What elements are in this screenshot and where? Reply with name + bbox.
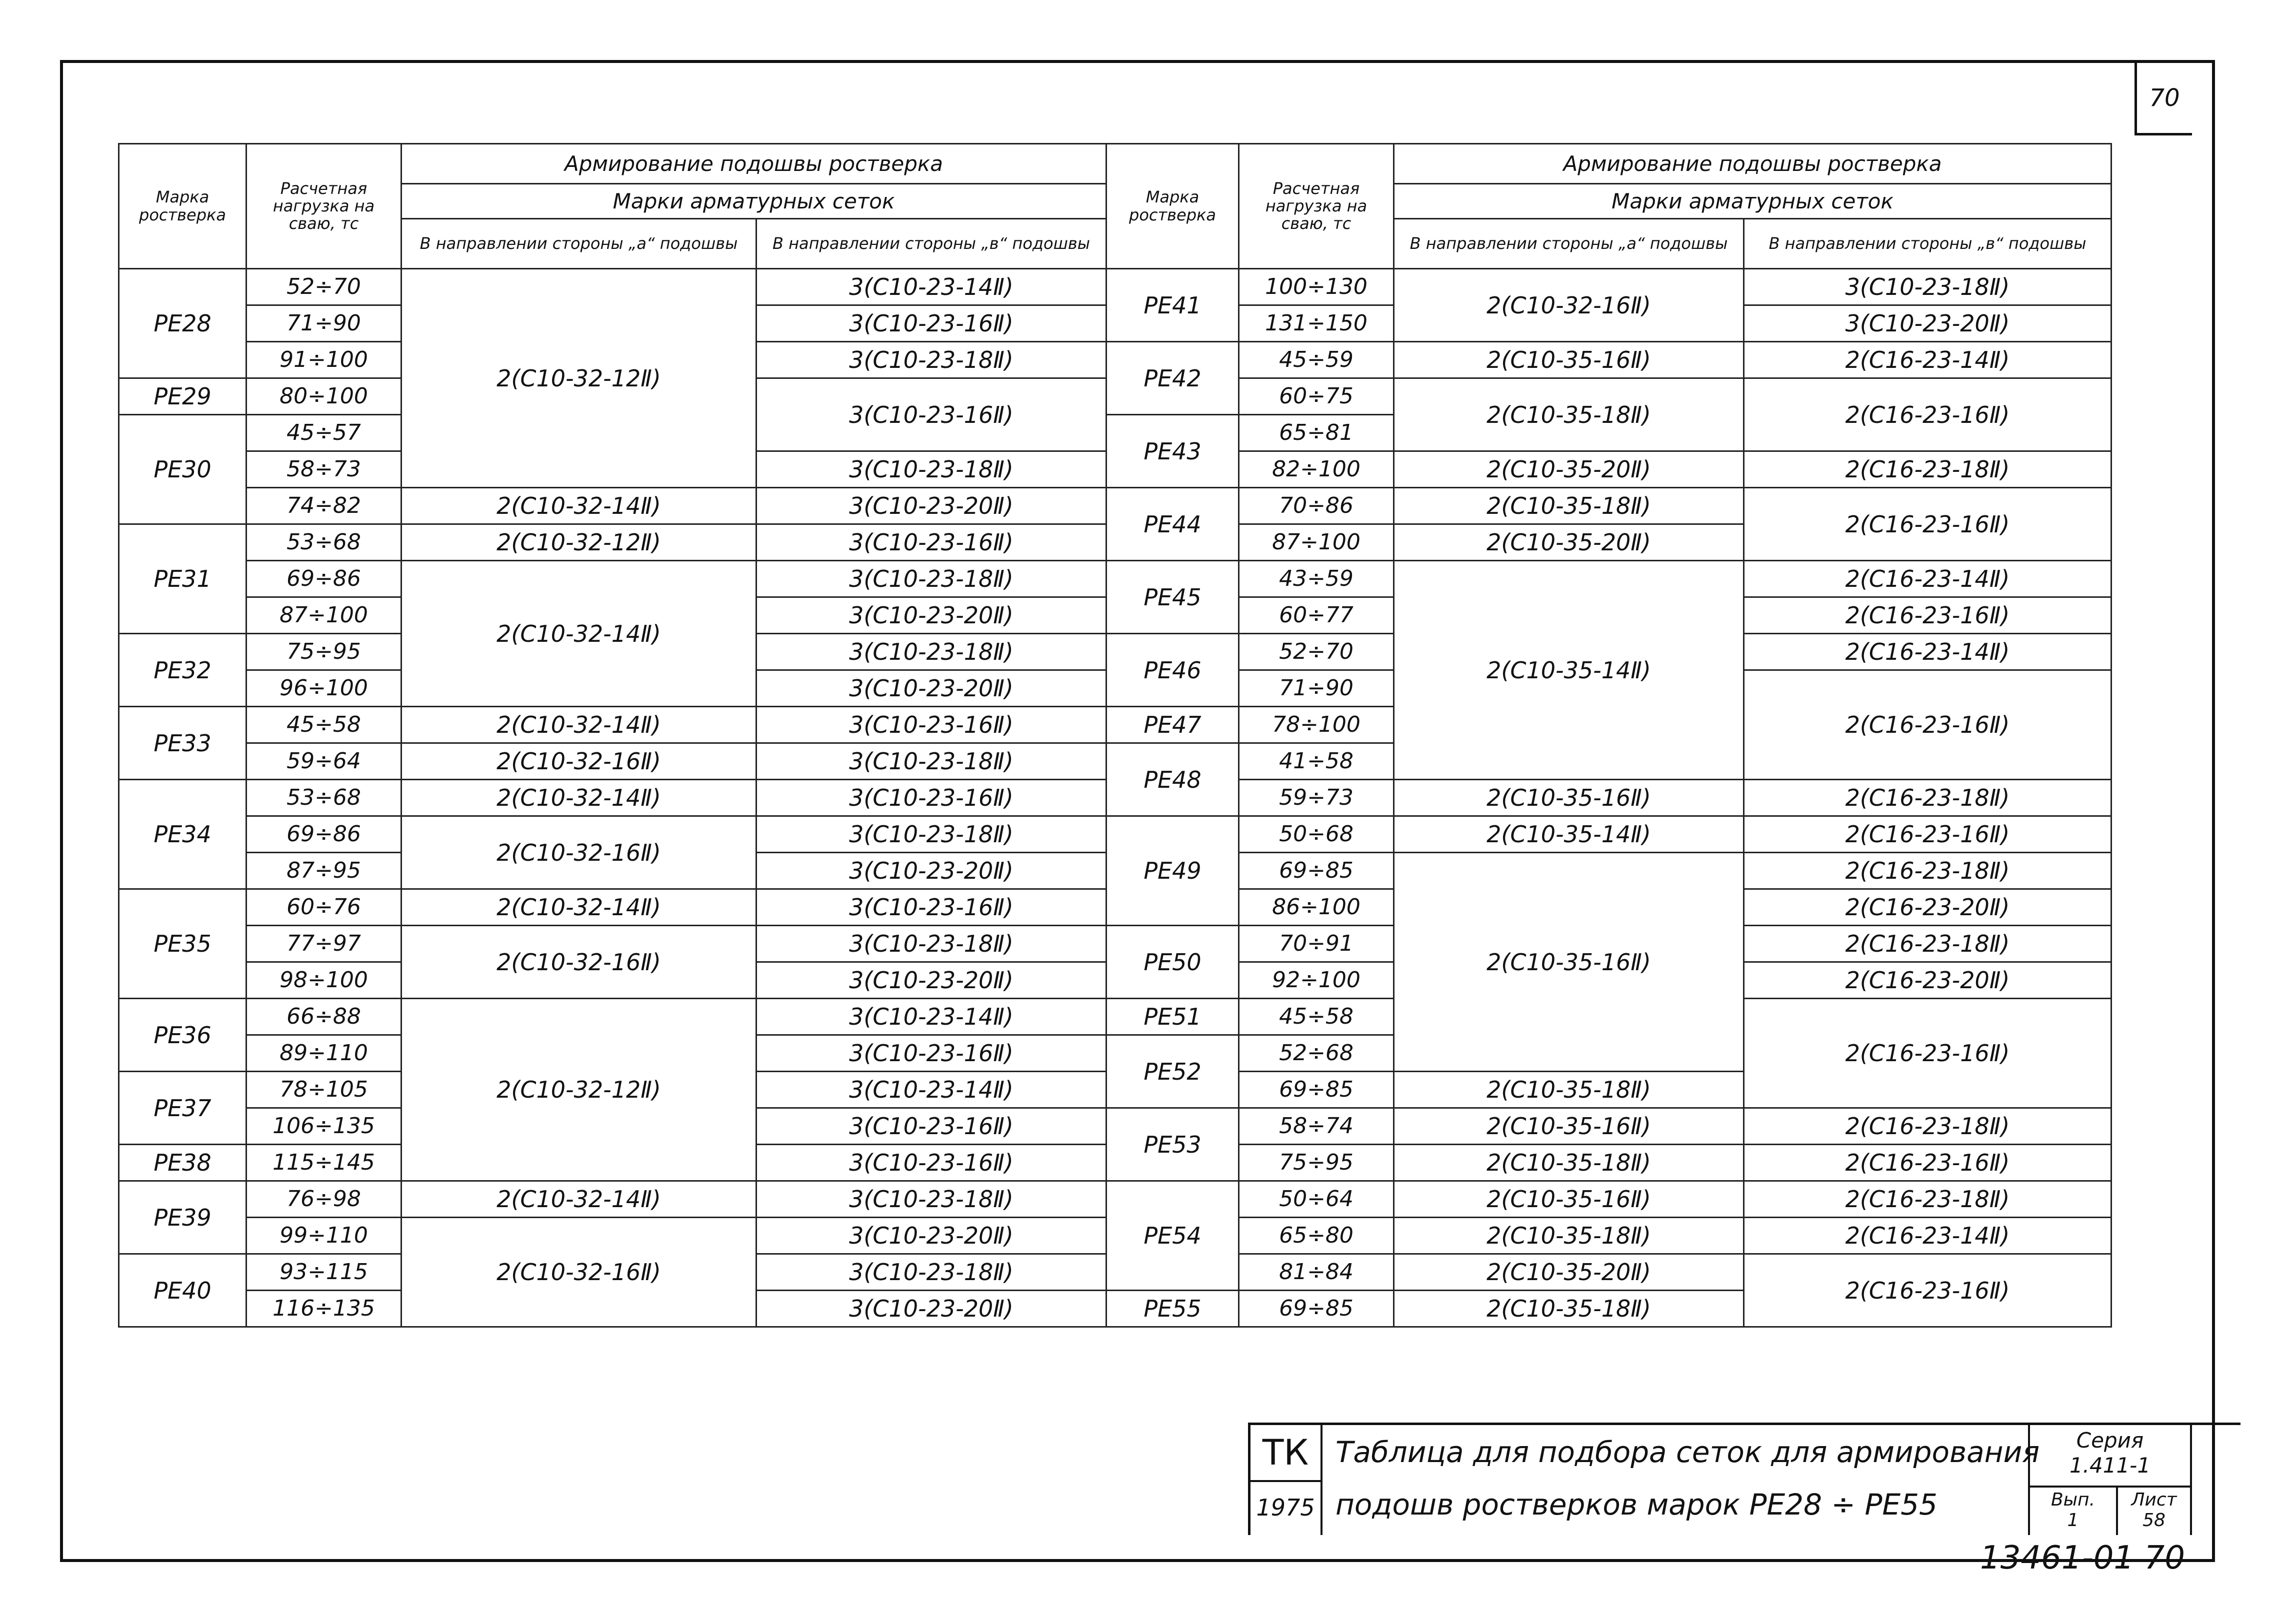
table-row: [119, 926, 2112, 962]
load-cell: 59÷64: [246, 743, 402, 780]
grillage-mark-cell: РЕ35: [119, 889, 246, 999]
load-cell: 100÷130: [1239, 269, 1394, 305]
mesh-dir-b-cell: 2(С16-23-18Ⅱ): [1744, 853, 2112, 889]
mesh-dir-a-cell: 2(С10-35-20Ⅱ): [1394, 1254, 1744, 1291]
grillage-mark-cell: РЕ37: [119, 1072, 246, 1145]
mesh-dir-b-cell: 3(С10-23-20Ⅱ): [756, 853, 1106, 889]
grillage-mark-cell: РЕ43: [1106, 415, 1239, 488]
load-cell: 99÷110: [246, 1218, 402, 1254]
load-cell: 45÷58: [246, 707, 402, 743]
mesh-dir-b-cell: 3(С10-23-16Ⅱ): [756, 1145, 1106, 1181]
reinforcement-header-left: Армирование подошвы ростверка: [402, 144, 1106, 184]
load-cell: 65÷81: [1239, 415, 1394, 451]
mesh-dir-b-cell: 3(С10-23-14Ⅱ): [756, 999, 1106, 1035]
grillage-mark-cell: РЕ49: [1106, 816, 1239, 926]
mesh-dir-b-cell: 3(С10-23-16Ⅱ): [756, 780, 1106, 816]
load-cell: 50÷64: [1239, 1181, 1394, 1218]
table-row: [119, 1181, 2112, 1218]
load-cell: 93÷115: [246, 1254, 402, 1291]
load-cell: 53÷68: [246, 524, 402, 561]
load-cell: 60÷75: [1239, 378, 1394, 415]
grillage-mark-cell: РЕ55: [1106, 1291, 1239, 1327]
drawing-frame: [60, 60, 2215, 1562]
mesh-dir-a-cell: 2(С10-35-18Ⅱ): [1394, 1291, 1744, 1327]
title-block-tk: ТК: [1250, 1425, 1322, 1482]
mesh-dir-b-cell: 2(С16-23-18Ⅱ): [1744, 1181, 2112, 1218]
load-cell: 53÷68: [246, 780, 402, 816]
mesh-dir-a-cell: 2(С10-32-14Ⅱ): [402, 707, 756, 743]
title-line-1: Таблица для подбора сеток для армирования: [1336, 1435, 2040, 1469]
load-cell: 52÷70: [246, 269, 402, 305]
mesh-dir-b-cell: 2(С16-23-16Ⅱ): [1744, 1145, 2112, 1181]
load-cell: 106÷135: [246, 1108, 402, 1145]
mesh-dir-b-cell: 2(С16-23-16Ⅱ): [1744, 999, 2112, 1108]
load-cell: 77÷97: [246, 926, 402, 962]
grillage-mark-cell: РЕ36: [119, 999, 246, 1072]
col-mark-header-left: Марка ростверка: [119, 144, 246, 269]
grillage-mark-cell: РЕ48: [1106, 743, 1239, 816]
mesh-dir-b-cell: 2(С16-23-18Ⅱ): [1744, 1108, 2112, 1145]
load-cell: 89÷110: [246, 1035, 402, 1072]
load-cell: 69÷86: [246, 561, 402, 597]
load-cell: 52÷68: [1239, 1035, 1394, 1072]
mesh-dir-b-cell: 3(С10-23-16Ⅱ): [756, 524, 1106, 561]
mesh-dir-b-cell: 3(С10-23-18Ⅱ): [756, 561, 1106, 597]
mesh-dir-b-cell: 3(С10-23-18Ⅱ): [1744, 269, 2112, 305]
mesh-dir-a-cell: 2(С10-32-16Ⅱ): [1394, 269, 1744, 342]
load-cell: 81÷84: [1239, 1254, 1394, 1291]
load-cell: 78÷105: [246, 1072, 402, 1108]
grillage-mark-cell: РЕ51: [1106, 999, 1239, 1035]
mesh-dir-b-cell: 3(С10-23-14Ⅱ): [756, 269, 1106, 305]
mesh-dir-b-cell: 2(С16-23-16Ⅱ): [1744, 488, 2112, 561]
load-cell: 43÷59: [1239, 561, 1394, 597]
mesh-dir-b-cell: 3(С10-23-20Ⅱ): [756, 670, 1106, 707]
load-cell: 70÷91: [1239, 926, 1394, 962]
mesh-dir-a-cell: 2(С10-35-16Ⅱ): [1394, 780, 1744, 816]
mesh-dir-b-cell: 3(С10-23-16Ⅱ): [756, 889, 1106, 926]
mesh-dir-b-cell: 2(С16-23-18Ⅱ): [1744, 926, 2112, 962]
grillage-mark-cell: РЕ42: [1106, 342, 1239, 415]
mesh-dir-a-cell: 2(С10-35-14Ⅱ): [1394, 816, 1744, 853]
mesh-dir-b-cell: 3(С10-23-16Ⅱ): [756, 1035, 1106, 1072]
mesh-dir-b-cell: 2(С16-23-20Ⅱ): [1744, 889, 2112, 926]
table-row: [119, 269, 2112, 305]
load-cell: 69÷85: [1239, 853, 1394, 889]
mesh-dir-a-cell: 2(С10-35-20Ⅱ): [1394, 451, 1744, 488]
mesh-dir-a-cell: 2(С10-32-12Ⅱ): [402, 269, 756, 488]
mesh-dir-b-cell: 2(С16-23-18Ⅱ): [1744, 451, 2112, 488]
dir-b-header-left: В направлении стороны „в“ подошвы: [756, 219, 1106, 269]
mesh-dir-a-cell: 2(С10-32-16Ⅱ): [402, 926, 756, 999]
load-cell: 115÷145: [246, 1145, 402, 1181]
load-cell: 69÷86: [246, 816, 402, 853]
load-cell: 69÷85: [1239, 1072, 1394, 1108]
mesh-marks-header-right: Марки арматурных сеток: [1394, 184, 2112, 219]
load-cell: 91÷100: [246, 342, 402, 378]
sheet-value: 58: [2142, 1510, 2166, 1531]
grillage-mark-cell: РЕ54: [1106, 1181, 1239, 1291]
load-cell: 65÷80: [1239, 1218, 1394, 1254]
load-cell: 60÷76: [246, 889, 402, 926]
load-cell: 96÷100: [246, 670, 402, 707]
mesh-dir-b-cell: 3(С10-23-20Ⅱ): [756, 597, 1106, 634]
load-cell: 71÷90: [1239, 670, 1394, 707]
load-cell: 59÷73: [1239, 780, 1394, 816]
mesh-selection-table: [118, 143, 2112, 1328]
mesh-dir-a-cell: 2(С10-32-12Ⅱ): [402, 524, 756, 561]
load-cell: 69÷85: [1239, 1291, 1394, 1327]
mesh-dir-b-cell: 2(С16-23-16Ⅱ): [1744, 597, 2112, 634]
mesh-dir-b-cell: 2(С16-23-16Ⅱ): [1744, 670, 2112, 780]
table-row: [119, 816, 2112, 853]
mesh-dir-a-cell: 2(С10-35-16Ⅱ): [1394, 342, 1744, 378]
load-cell: 70÷86: [1239, 488, 1394, 524]
dir-a-header-left: В направлении стороны „а“ подошвы: [402, 219, 756, 269]
mesh-dir-a-cell: 2(С10-32-12Ⅱ): [402, 999, 756, 1181]
load-cell: 87÷95: [246, 853, 402, 889]
mesh-dir-a-cell: 2(С10-32-14Ⅱ): [402, 561, 756, 707]
col-load-header-right: Расчетная нагрузка на сваю, тс: [1239, 144, 1394, 269]
mesh-dir-a-cell: 2(С10-35-18Ⅱ): [1394, 1072, 1744, 1108]
series-label: Серия: [2076, 1428, 2144, 1453]
mesh-dir-b-cell: 3(С10-23-20Ⅱ): [756, 1291, 1106, 1327]
mesh-dir-a-cell: 2(С10-32-14Ⅱ): [402, 488, 756, 524]
col-mark-header-right: Марка ростверка: [1106, 144, 1239, 269]
mesh-dir-b-cell: 2(С16-23-16Ⅱ): [1744, 1254, 2112, 1327]
grillage-mark-cell: РЕ50: [1106, 926, 1239, 999]
issue-cell: [2030, 1488, 2118, 1535]
mesh-dir-b-cell: 3(С10-23-18Ⅱ): [756, 816, 1106, 853]
load-cell: 60÷77: [1239, 597, 1394, 634]
mesh-dir-a-cell: 2(С10-32-14Ⅱ): [402, 780, 756, 816]
sheet-label: Лист: [2131, 1490, 2177, 1510]
mesh-dir-a-cell: 2(С10-35-18Ⅱ): [1394, 1218, 1744, 1254]
dir-a-header-right: В направлении стороны „а“ подошвы: [1394, 219, 1744, 269]
issue-label: Вып.: [2050, 1490, 2096, 1510]
mesh-dir-a-cell: 2(С10-35-20Ⅱ): [1394, 524, 1744, 561]
mesh-dir-b-cell: 3(С10-23-16Ⅱ): [756, 707, 1106, 743]
table-row: [119, 488, 2112, 524]
mesh-dir-b-cell: 3(С10-23-16Ⅱ): [756, 305, 1106, 342]
sheet-cell: [2118, 1488, 2190, 1535]
table-wrapper: [118, 143, 2112, 1328]
load-cell: 45÷58: [1239, 999, 1394, 1035]
title-line-2: подошв ростверков марок РЕ28 ÷ РЕ55: [1336, 1488, 1938, 1522]
mesh-dir-b-cell: 3(С10-23-18Ⅱ): [756, 1181, 1106, 1218]
grillage-mark-cell: РЕ32: [119, 634, 246, 707]
mesh-dir-a-cell: 2(С10-32-16Ⅱ): [402, 1218, 756, 1327]
load-cell: 41÷58: [1239, 743, 1394, 780]
load-cell: 71÷90: [246, 305, 402, 342]
load-cell: 74÷82: [246, 488, 402, 524]
mesh-dir-b-cell: 3(С10-23-20Ⅱ): [756, 962, 1106, 999]
mesh-dir-b-cell: 3(С10-23-20Ⅱ): [1744, 305, 2112, 342]
grillage-mark-cell: РЕ33: [119, 707, 246, 780]
load-cell: 92÷100: [1239, 962, 1394, 999]
grillage-mark-cell: РЕ52: [1106, 1035, 1239, 1108]
table-body: [119, 269, 2112, 1327]
load-cell: 66÷88: [246, 999, 402, 1035]
mesh-dir-b-cell: 2(С16-23-14Ⅱ): [1744, 561, 2112, 597]
issue-value: 1: [2067, 1510, 2079, 1531]
load-cell: 58÷74: [1239, 1108, 1394, 1145]
grillage-mark-cell: РЕ44: [1106, 488, 1239, 561]
mesh-dir-a-cell: 2(С10-35-18Ⅱ): [1394, 1145, 1744, 1181]
grillage-mark-cell: РЕ28: [119, 269, 246, 378]
mesh-dir-b-cell: 3(С10-23-18Ⅱ): [756, 743, 1106, 780]
mesh-dir-a-cell: 2(С10-35-16Ⅱ): [1394, 1181, 1744, 1218]
mesh-dir-a-cell: 2(С10-35-16Ⅱ): [1394, 853, 1744, 1072]
grillage-mark-cell: РЕ40: [119, 1254, 246, 1327]
col-load-header-left: Расчетная нагрузка на сваю, тс: [246, 144, 402, 269]
load-cell: 87÷100: [246, 597, 402, 634]
load-cell: 50÷68: [1239, 816, 1394, 853]
load-cell: 131÷150: [1239, 305, 1394, 342]
grillage-mark-cell: РЕ31: [119, 524, 246, 634]
load-cell: 45÷59: [1239, 342, 1394, 378]
dir-b-header-right: В направлении стороны „в“ подошвы: [1744, 219, 2112, 269]
mesh-dir-a-cell: 2(С10-32-16Ⅱ): [402, 743, 756, 780]
grillage-mark-cell: РЕ46: [1106, 634, 1239, 707]
load-cell: 45÷57: [246, 415, 402, 451]
grillage-mark-cell: РЕ30: [119, 415, 246, 524]
table-row: [119, 999, 2112, 1035]
mesh-dir-b-cell: 3(С10-23-18Ⅱ): [756, 634, 1106, 670]
mesh-dir-a-cell: 2(С10-32-16Ⅱ): [402, 816, 756, 889]
archive-number: 13461-01 70: [1980, 1540, 2185, 1577]
load-cell: 76÷98: [246, 1181, 402, 1218]
mesh-dir-a-cell: 2(С10-35-18Ⅱ): [1394, 488, 1744, 524]
mesh-dir-b-cell: 3(С10-23-18Ⅱ): [756, 926, 1106, 962]
grillage-mark-cell: РЕ39: [119, 1181, 246, 1254]
load-cell: 75÷95: [246, 634, 402, 670]
load-cell: 98÷100: [246, 962, 402, 999]
mesh-dir-b-cell: 2(С16-23-18Ⅱ): [1744, 780, 2112, 816]
sheet-number: 70: [2134, 63, 2192, 135]
grillage-mark-cell: РЕ45: [1106, 561, 1239, 634]
load-cell: 87÷100: [1239, 524, 1394, 561]
mesh-dir-a-cell: 2(С10-32-14Ⅱ): [402, 889, 756, 926]
load-cell: 116÷135: [246, 1291, 402, 1327]
mesh-dir-b-cell: 3(С10-23-18Ⅱ): [756, 451, 1106, 488]
mesh-dir-b-cell: 3(С10-23-20Ⅱ): [756, 1218, 1106, 1254]
load-cell: 78÷100: [1239, 707, 1394, 743]
load-cell: 58÷73: [246, 451, 402, 488]
mesh-dir-b-cell: 3(С10-23-18Ⅱ): [756, 342, 1106, 378]
mesh-dir-a-cell: 2(С10-35-16Ⅱ): [1394, 1108, 1744, 1145]
mesh-dir-b-cell: 2(С16-23-16Ⅱ): [1744, 378, 2112, 451]
mesh-dir-b-cell: 2(С16-23-20Ⅱ): [1744, 962, 2112, 999]
load-cell: 52÷70: [1239, 634, 1394, 670]
load-cell: 82÷100: [1239, 451, 1394, 488]
mesh-dir-a-cell: 2(С10-35-14Ⅱ): [1394, 561, 1744, 780]
grillage-mark-cell: РЕ38: [119, 1145, 246, 1181]
mesh-dir-b-cell: 2(С16-23-14Ⅱ): [1744, 1218, 2112, 1254]
mesh-marks-header-left: Марки арматурных сеток: [402, 184, 1106, 219]
grillage-mark-cell: РЕ29: [119, 378, 246, 415]
table-row: [119, 561, 2112, 597]
mesh-dir-b-cell: 2(С16-23-16Ⅱ): [1744, 816, 2112, 853]
mesh-dir-b-cell: 2(С16-23-14Ⅱ): [1744, 634, 2112, 670]
grillage-mark-cell: РЕ53: [1106, 1108, 1239, 1181]
series-value: 1.411-1: [2069, 1453, 2151, 1478]
mesh-dir-b-cell: 3(С10-23-18Ⅱ): [756, 1254, 1106, 1291]
grillage-mark-cell: РЕ47: [1106, 707, 1239, 743]
mesh-dir-a-cell: 2(С10-32-14Ⅱ): [402, 1181, 756, 1218]
series-cell: [2030, 1425, 2190, 1488]
title-block-year: 1975: [1250, 1480, 1322, 1535]
mesh-dir-b-cell: 3(С10-23-16Ⅱ): [756, 1108, 1106, 1145]
mesh-dir-b-cell: 2(С16-23-14Ⅱ): [1744, 342, 2112, 378]
load-cell: 80÷100: [246, 378, 402, 415]
load-cell: 86÷100: [1239, 889, 1394, 926]
mesh-dir-b-cell: 3(С10-23-20Ⅱ): [756, 488, 1106, 524]
load-cell: 75÷95: [1239, 1145, 1394, 1181]
reinforcement-header-right: Армирование подошвы ростверка: [1394, 144, 2112, 184]
title-block: [1248, 1423, 2240, 1535]
grillage-mark-cell: РЕ34: [119, 780, 246, 889]
mesh-dir-b-cell: 3(С10-23-16Ⅱ): [756, 378, 1106, 451]
mesh-dir-b-cell: 3(С10-23-14Ⅱ): [756, 1072, 1106, 1108]
title-block-codes: [2028, 1425, 2192, 1535]
mesh-dir-a-cell: 2(С10-35-18Ⅱ): [1394, 378, 1744, 451]
grillage-mark-cell: РЕ41: [1106, 269, 1239, 342]
